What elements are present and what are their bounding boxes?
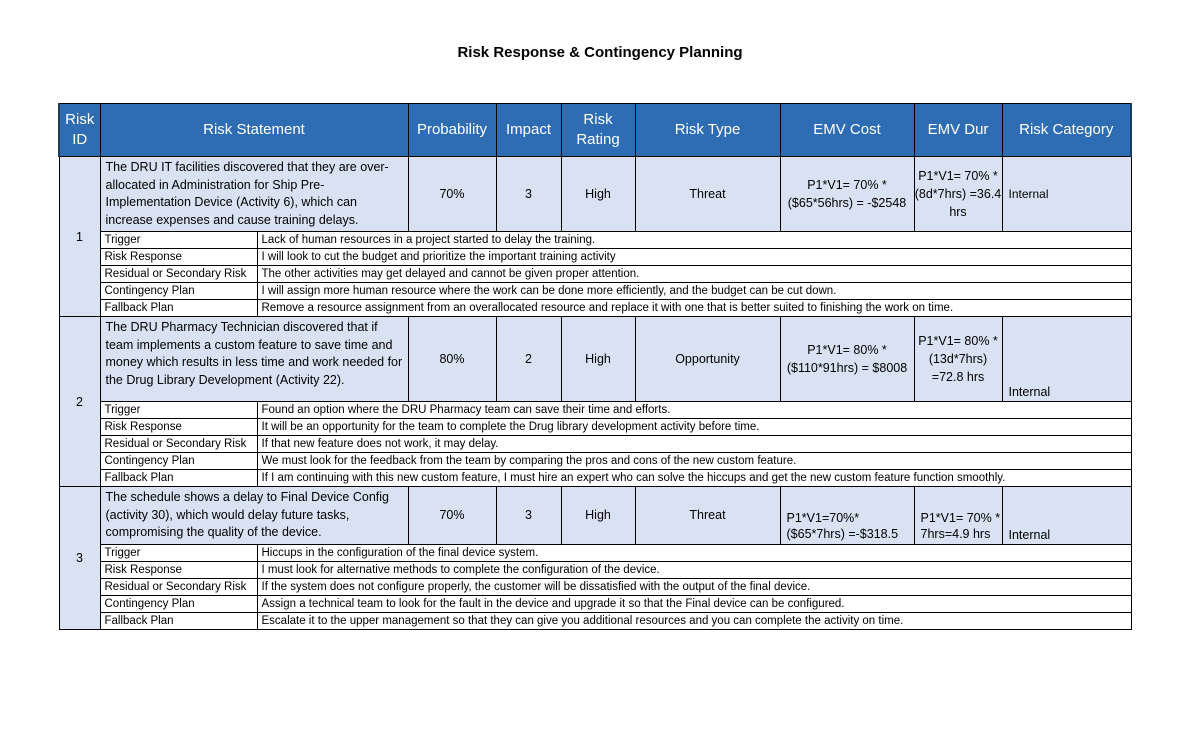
detail-label: Residual or Secondary Risk [100, 436, 257, 453]
risk-emv-dur: P1*V1= 70% * (8d*7hrs) =36.4 hrs [914, 157, 1002, 232]
detail-row [59, 561, 1131, 578]
detail-label: Fallback Plan [100, 612, 257, 629]
risk-type: Opportunity [635, 317, 780, 402]
header-emv-dur: EMV Dur [914, 104, 1002, 157]
detail-row [59, 544, 1131, 561]
risk-statement: The DRU IT facilities discovered that they are over-allocated in Administration for Ship Pre-Implementation Device (Activity 6), which can increase expenses and cause training delays. [100, 157, 408, 232]
detail-row [59, 283, 1131, 300]
detail-row [59, 300, 1131, 317]
detail-label: Risk Response [100, 561, 257, 578]
risk-impact: 3 [496, 157, 561, 232]
risk-emv-cost: P1*V1=70%*($65*7hrs) =-$318.5 [780, 487, 914, 545]
header-emv-cost: EMV Cost [780, 104, 914, 157]
header-risk-id: Risk ID [59, 104, 100, 157]
detail-row [59, 232, 1131, 249]
detail-label: Trigger [100, 402, 257, 419]
risk-type: Threat [635, 157, 780, 232]
risk-type: Threat [635, 487, 780, 545]
detail-row [59, 612, 1131, 629]
risk-probability: 70% [408, 487, 496, 545]
detail-text: I will assign more human resource where the work can be done more efficiently, and the budget can be cut down. [257, 283, 1131, 300]
risk-rating: High [561, 157, 635, 232]
risk-probability: 80% [408, 317, 496, 402]
detail-row [59, 470, 1131, 487]
risk-statement: The DRU Pharmacy Technician discovered that if team implements a custom feature to save time and money which results in less time and work needed for the Drug Library Development (Activity 22). [100, 317, 408, 402]
detail-label: Contingency Plan [100, 453, 257, 470]
detail-row [59, 266, 1131, 283]
detail-text: Remove a resource assignment from an overallocated resource and replace it with one that is better suited to finishing the work on time. [257, 300, 1131, 317]
detail-text: Hiccups in the configuration of the final device system. [257, 544, 1131, 561]
detail-text: Lack of human resources in a project started to delay the training. [257, 232, 1131, 249]
detail-row [59, 578, 1131, 595]
risk-impact: 2 [496, 317, 561, 402]
detail-row [59, 419, 1131, 436]
risk-table [58, 103, 1132, 630]
detail-text: If the system does not configure properly, the customer will be dissatisfied with the output of the final device. [257, 578, 1131, 595]
risk-emv-cost: P1*V1= 80% * ($110*91hrs) = $8008 [780, 317, 914, 402]
risk-rating: High [561, 487, 635, 545]
risk-probability: 70% [408, 157, 496, 232]
document-title: Risk Response & Contingency Planning [457, 44, 743, 61]
risk-category: Internal [1002, 487, 1131, 545]
risk-id: 3 [59, 487, 100, 630]
detail-text: If that new feature does not work, it may delay. [257, 436, 1131, 453]
detail-row [59, 249, 1131, 266]
risk-id: 2 [59, 317, 100, 487]
detail-text: I must look for alternative methods to complete the configuration of the device. [257, 561, 1131, 578]
risk-emv-dur: P1*V1= 80% * (13d*7hrs) =72.8 hrs [914, 317, 1002, 402]
risk-id: 1 [59, 157, 100, 317]
header-probability: Probability [408, 104, 496, 157]
detail-text: If I am continuing with this new custom feature, I must hire an expert who can solve the hiccups and get the new custom feature function smoothly. [257, 470, 1131, 487]
risk-row [59, 317, 1131, 402]
risk-category: Internal [1002, 157, 1131, 232]
detail-label: Contingency Plan [100, 595, 257, 612]
header-risk-type: Risk Type [635, 104, 780, 157]
detail-text: We must look for the feedback from the team by comparing the pros and cons of the new custom feature. [257, 453, 1131, 470]
header-risk-statement: Risk Statement [100, 104, 408, 157]
header-risk-rating: Risk Rating [561, 104, 635, 157]
header-impact: Impact [496, 104, 561, 157]
detail-label: Residual or Secondary Risk [100, 266, 257, 283]
detail-text: Escalate it to the upper management so that they can give you additional resources and you can complete the activity on time. [257, 612, 1131, 629]
risk-row [59, 157, 1131, 232]
detail-label: Residual or Secondary Risk [100, 578, 257, 595]
risk-statement: The schedule shows a delay to Final Device Config (activity 30), which would delay future tasks, compromising the quality of the device. [100, 487, 408, 545]
detail-text: Assign a technical team to look for the fault in the device and upgrade it so that the Final device can be configured. [257, 595, 1131, 612]
detail-row [59, 595, 1131, 612]
risk-emv-dur: P1*V1= 70% * 7hrs=4.9 hrs [914, 487, 1002, 545]
detail-row [59, 453, 1131, 470]
detail-label: Risk Response [100, 419, 257, 436]
risk-category: Internal [1002, 317, 1131, 402]
detail-label: Contingency Plan [100, 283, 257, 300]
detail-label: Trigger [100, 544, 257, 561]
detail-text: I will look to cut the budget and prioritize the important training activity [257, 249, 1131, 266]
detail-label: Risk Response [100, 249, 257, 266]
detail-label: Trigger [100, 232, 257, 249]
detail-text: It will be an opportunity for the team to complete the Drug library development activity before time. [257, 419, 1131, 436]
detail-row [59, 436, 1131, 453]
risk-rating: High [561, 317, 635, 402]
header-risk-category: Risk Category [1002, 104, 1131, 157]
detail-text: The other activities may get delayed and cannot be given proper attention. [257, 266, 1131, 283]
risk-emv-cost: P1*V1= 70% * ($65*56hrs) = -$2548 [780, 157, 914, 232]
detail-label: Fallback Plan [100, 470, 257, 487]
risk-impact: 3 [496, 487, 561, 545]
detail-row [59, 402, 1131, 419]
header-row [59, 104, 1131, 157]
detail-label: Fallback Plan [100, 300, 257, 317]
risk-row [59, 487, 1131, 545]
detail-text: Found an option where the DRU Pharmacy team can save their time and efforts. [257, 402, 1131, 419]
